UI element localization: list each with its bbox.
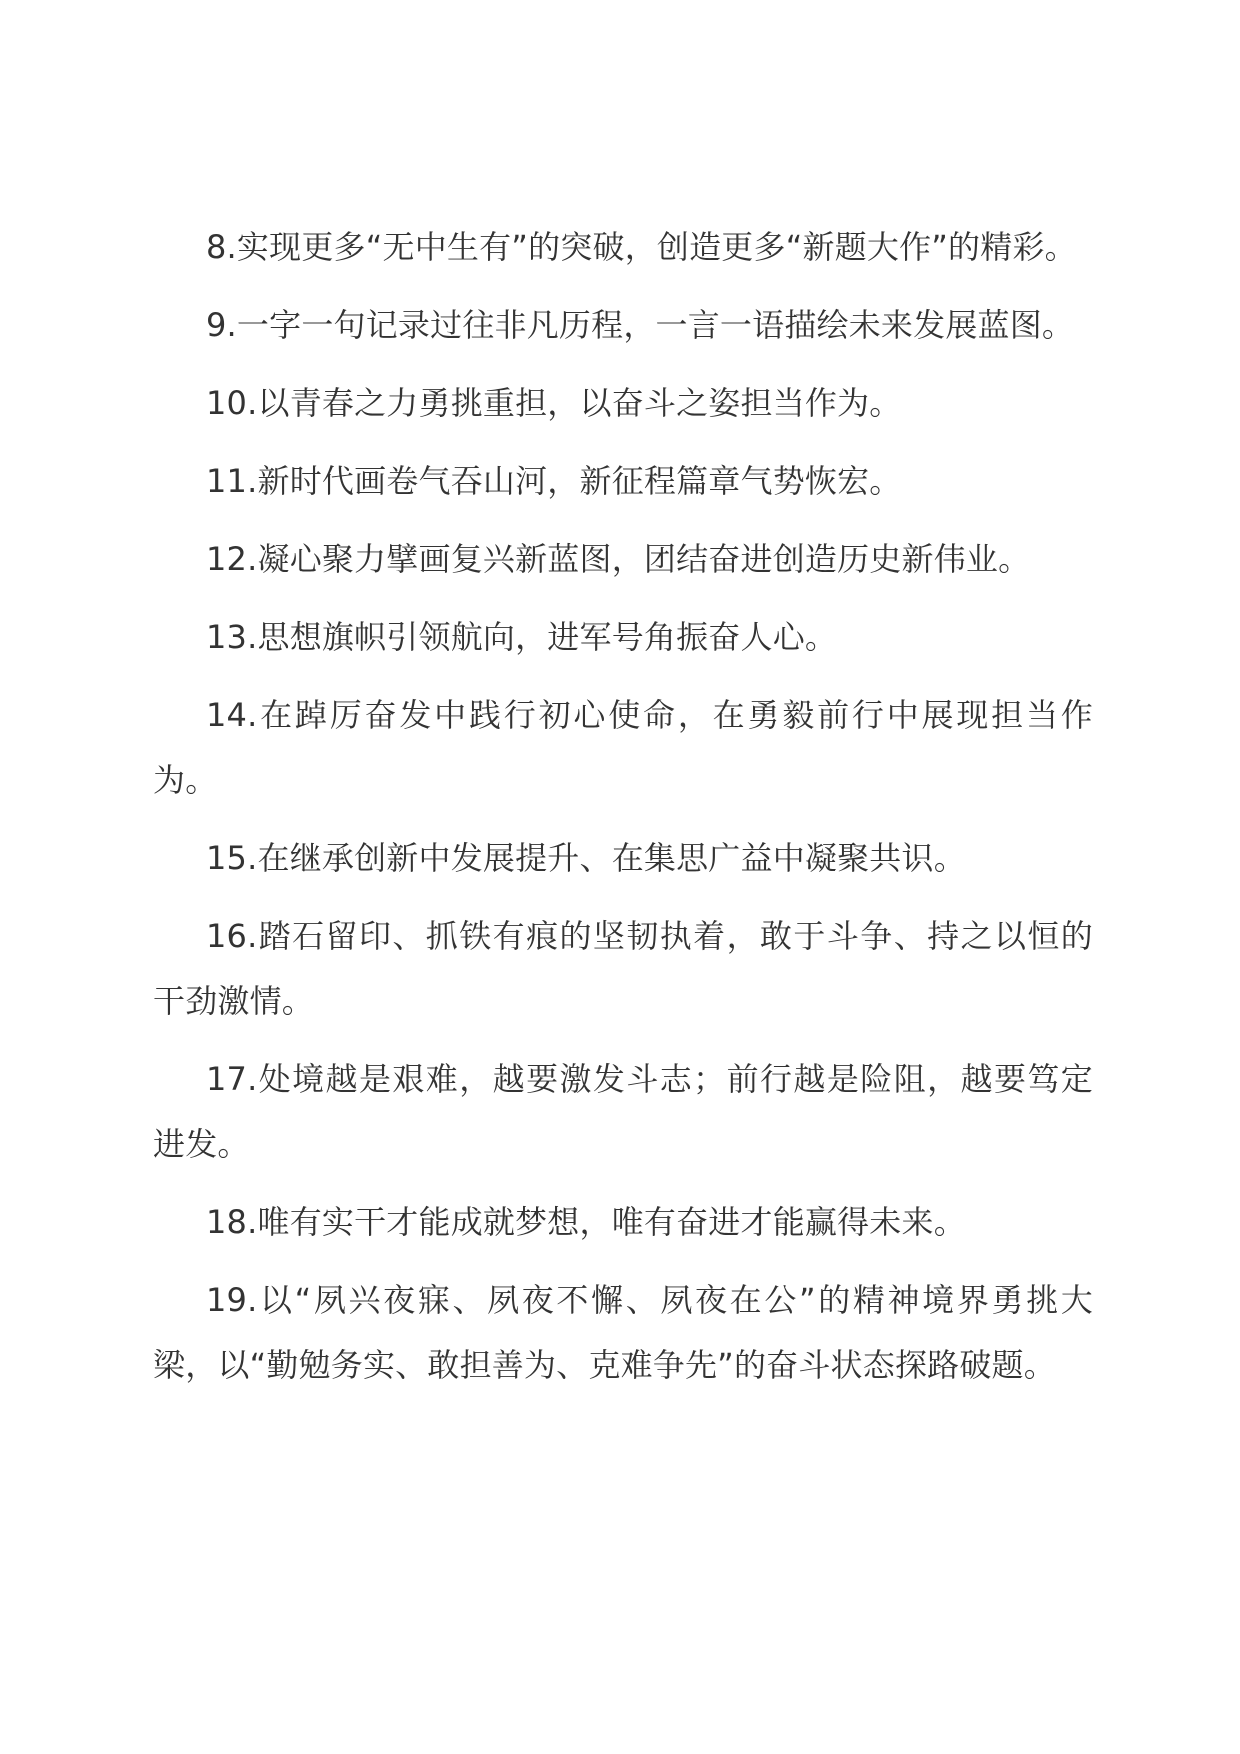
paragraph-16: 16.踏石留印、抓铁有痕的坚韧执着，敢于斗争、持之以恒的干劲激情。 (153, 917, 1093, 1020)
paragraph-19: 19.以“夙兴夜寐、夙夜不懈、夙夜在公”的精神境界勇挑大梁，以“勤勉务实、敢担善为、克难争先”的奋斗状态探路破题。 (153, 1281, 1093, 1384)
paragraph-13: 13.思想旗帜引领航向，进军号角振奋人心。 (206, 618, 838, 656)
paragraph-12: 12.凝心聚力擘画复兴新蓝图，团结奋进创造历史新伟业。 (206, 540, 1031, 578)
paragraph-8: 8.实现更多“无中生有”的突破，创造更多“新题大作”的精彩。 (206, 228, 1077, 266)
paragraph-15: 15.在继承创新中发展提升、在集思广益中凝聚共识。 (206, 839, 966, 877)
paragraph-9: 9.一字一句记录过往非凡历程，一言一语描绘未来发展蓝图。 (206, 306, 1075, 344)
document-body (153, 215, 1093, 1398)
paragraph-11: 11.新时代画卷气吞山河，新征程篇章气势恢宏。 (206, 462, 902, 500)
paragraph-18: 18.唯有实干才能成就梦想，唯有奋进才能赢得未来。 (206, 1203, 966, 1241)
paragraph-14: 14.在踔厉奋发中践行初心使命，在勇毅前行中展现担当作为。 (153, 696, 1093, 799)
paragraph-17: 17.处境越是艰难，越要激发斗志；前行越是险阻，越要笃定进发。 (153, 1060, 1093, 1163)
paragraph-10: 10.以青春之力勇挑重担，以奋斗之姿担当作为。 (206, 384, 902, 422)
